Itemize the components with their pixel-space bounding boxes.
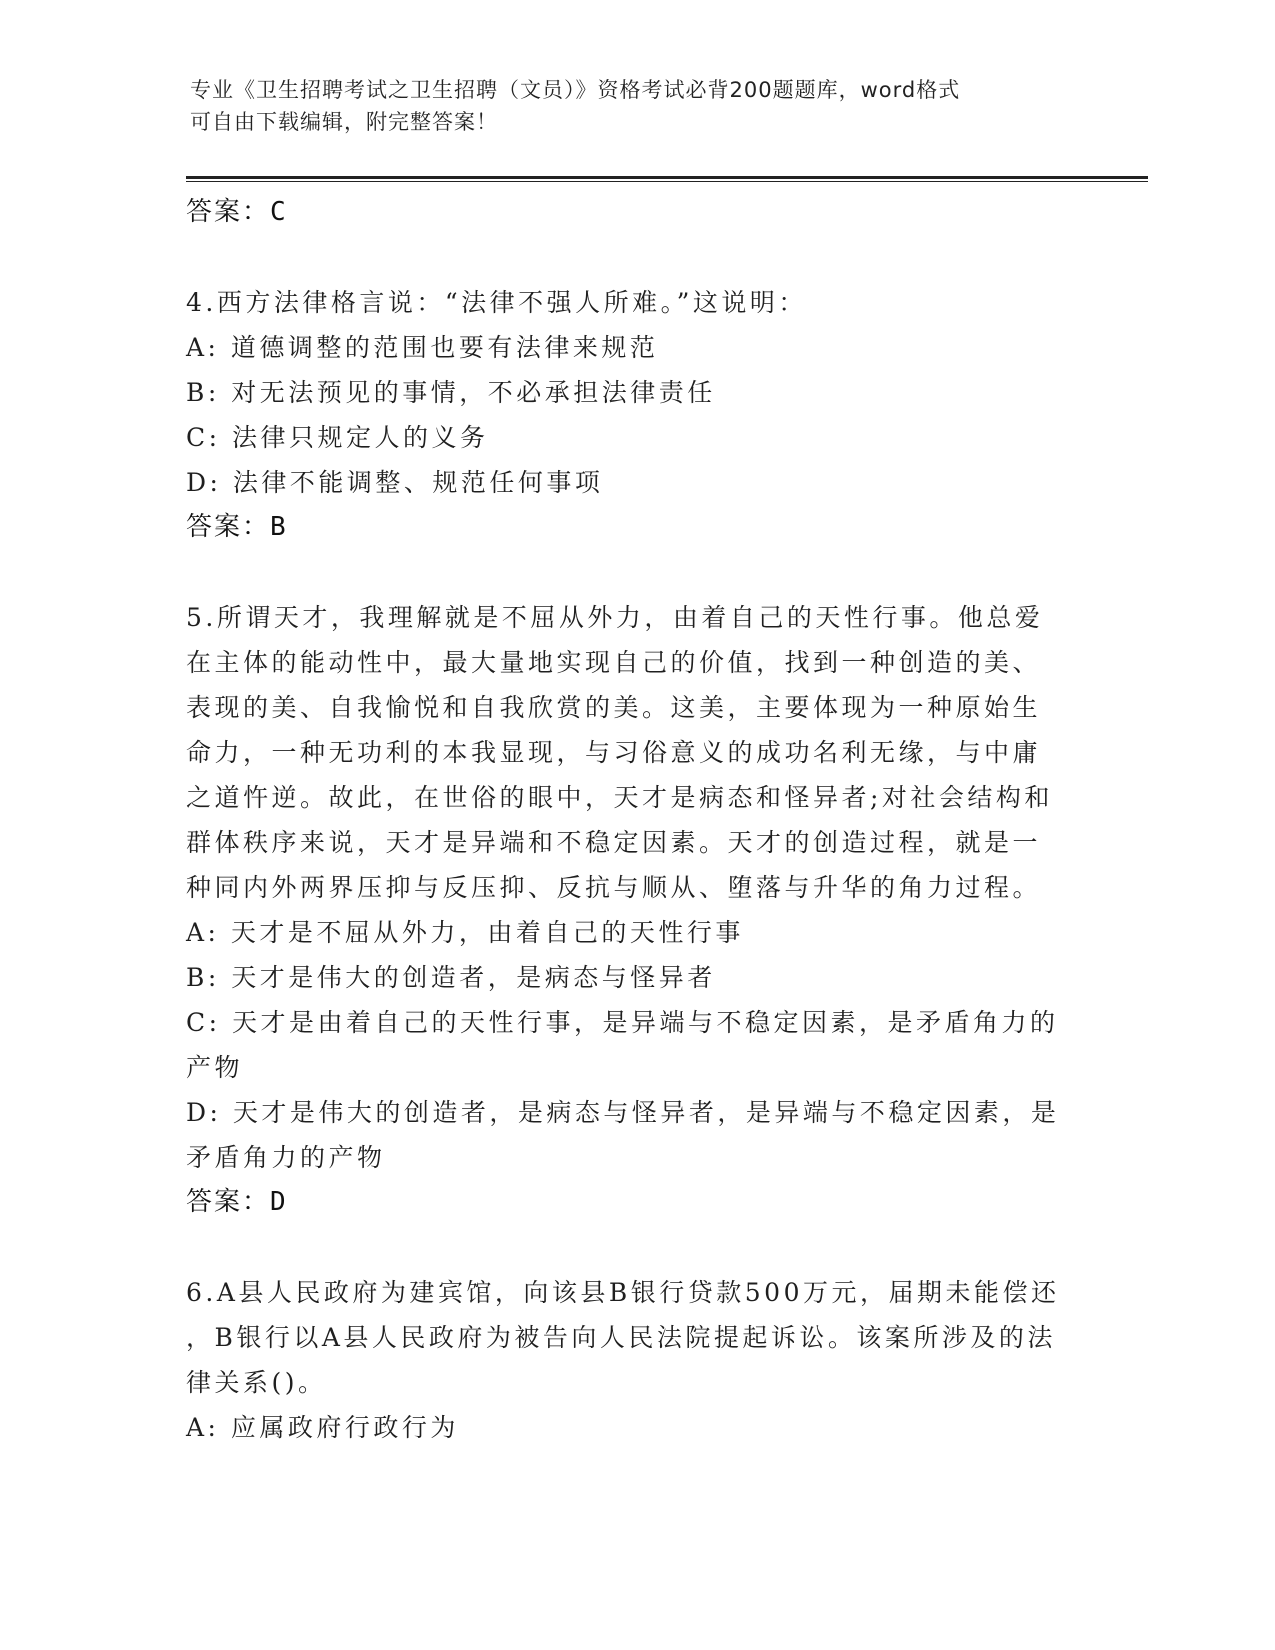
document-header xyxy=(190,74,1090,138)
option-b: B: 对无法预见的事情，不必承担法律责任 xyxy=(186,378,716,407)
question-stem-line: 6.A县人民政府为建宾馆，向该县B银行贷款500万元，届期未能偿还 xyxy=(186,1278,1060,1307)
option-a: A: 天才是不屈从外力，由着自己的天性行事 xyxy=(186,918,744,947)
question-stem-line: 种同内外两界压抑与反压抑、反抗与顺从、堕落与升华的角力过程。 xyxy=(186,873,1042,902)
question-stem-line: 律关系()。 xyxy=(186,1368,327,1397)
answer-label: 答案： xyxy=(186,1187,271,1217)
question-stem-line: 在主体的能动性中，最大量地实现自己的价值，找到一种创造的美、 xyxy=(186,648,1042,677)
answer-line xyxy=(186,190,1086,235)
document-body xyxy=(186,190,1086,1450)
question-stem-line: 群体秩序来说，天才是异端和不稳定因素。天才的创造过程，就是一 xyxy=(186,828,1042,857)
question-block-6 xyxy=(186,1270,1086,1450)
question-stem-line: 表现的美、自我愉悦和自我欣赏的美。这美，主要体现为一种原始生 xyxy=(186,693,1042,722)
answer-label: 答案： xyxy=(186,197,271,227)
header-divider-thin xyxy=(186,181,1148,182)
header-divider-thick xyxy=(186,176,1148,179)
answer-line xyxy=(186,505,1086,550)
answer-value: D xyxy=(270,1187,288,1217)
option-d: D: 法律不能调整、规范任何事项 xyxy=(186,468,604,497)
option-c: C: 法律只规定人的义务 xyxy=(186,423,489,452)
answer-label: 答案： xyxy=(186,512,271,542)
question-stem-line: ，B银行以A县人民政府为被告向人民法院提起诉讼。该案所涉及的法 xyxy=(186,1323,1056,1352)
option-b: B: 天才是伟大的创造者，是病态与怪异者 xyxy=(186,963,716,992)
question-stem-line: 之道忤逆。故此，在世俗的眼中，天才是病态和怪异者;对社会结构和 xyxy=(186,783,1053,812)
option-d: D: 天才是伟大的创造者，是病态与怪异者，是异端与不稳定因素，是 xyxy=(186,1098,1060,1127)
option-c: C: 天才是由着自己的天性行事，是异端与不稳定因素，是矛盾角力的 xyxy=(186,1008,1059,1037)
question-stem-line: 命力，一种无功利的本我显现，与习俗意义的成功名利无缘，与中庸 xyxy=(186,738,1042,767)
question-stem-line: 4.西方法律格言说：“法律不强人所难。”这说明： xyxy=(186,288,807,317)
answer-line xyxy=(186,1180,1086,1225)
question-block-4 xyxy=(186,280,1086,550)
option-a: A: 应属政府行政行为 xyxy=(186,1413,459,1442)
option-d-continued: 矛盾角力的产物 xyxy=(186,1143,386,1172)
header-line-2: 可自由下载编辑，附完整答案！ xyxy=(190,110,498,134)
header-line-1: 专业《卫生招聘考试之卫生招聘（文员）》资格考试必背200题题库，word格式 xyxy=(190,78,961,102)
option-a: A: 道德调整的范围也要有法律来规范 xyxy=(186,333,659,362)
question-stem-line: 5.所谓天才，我理解就是不屈从外力，由着自己的天性行事。他总爱 xyxy=(186,603,1044,632)
option-c-continued: 产物 xyxy=(186,1053,244,1082)
answer-value: B xyxy=(270,512,288,542)
answer-value: C xyxy=(270,197,288,227)
question-block-5 xyxy=(186,595,1086,1225)
